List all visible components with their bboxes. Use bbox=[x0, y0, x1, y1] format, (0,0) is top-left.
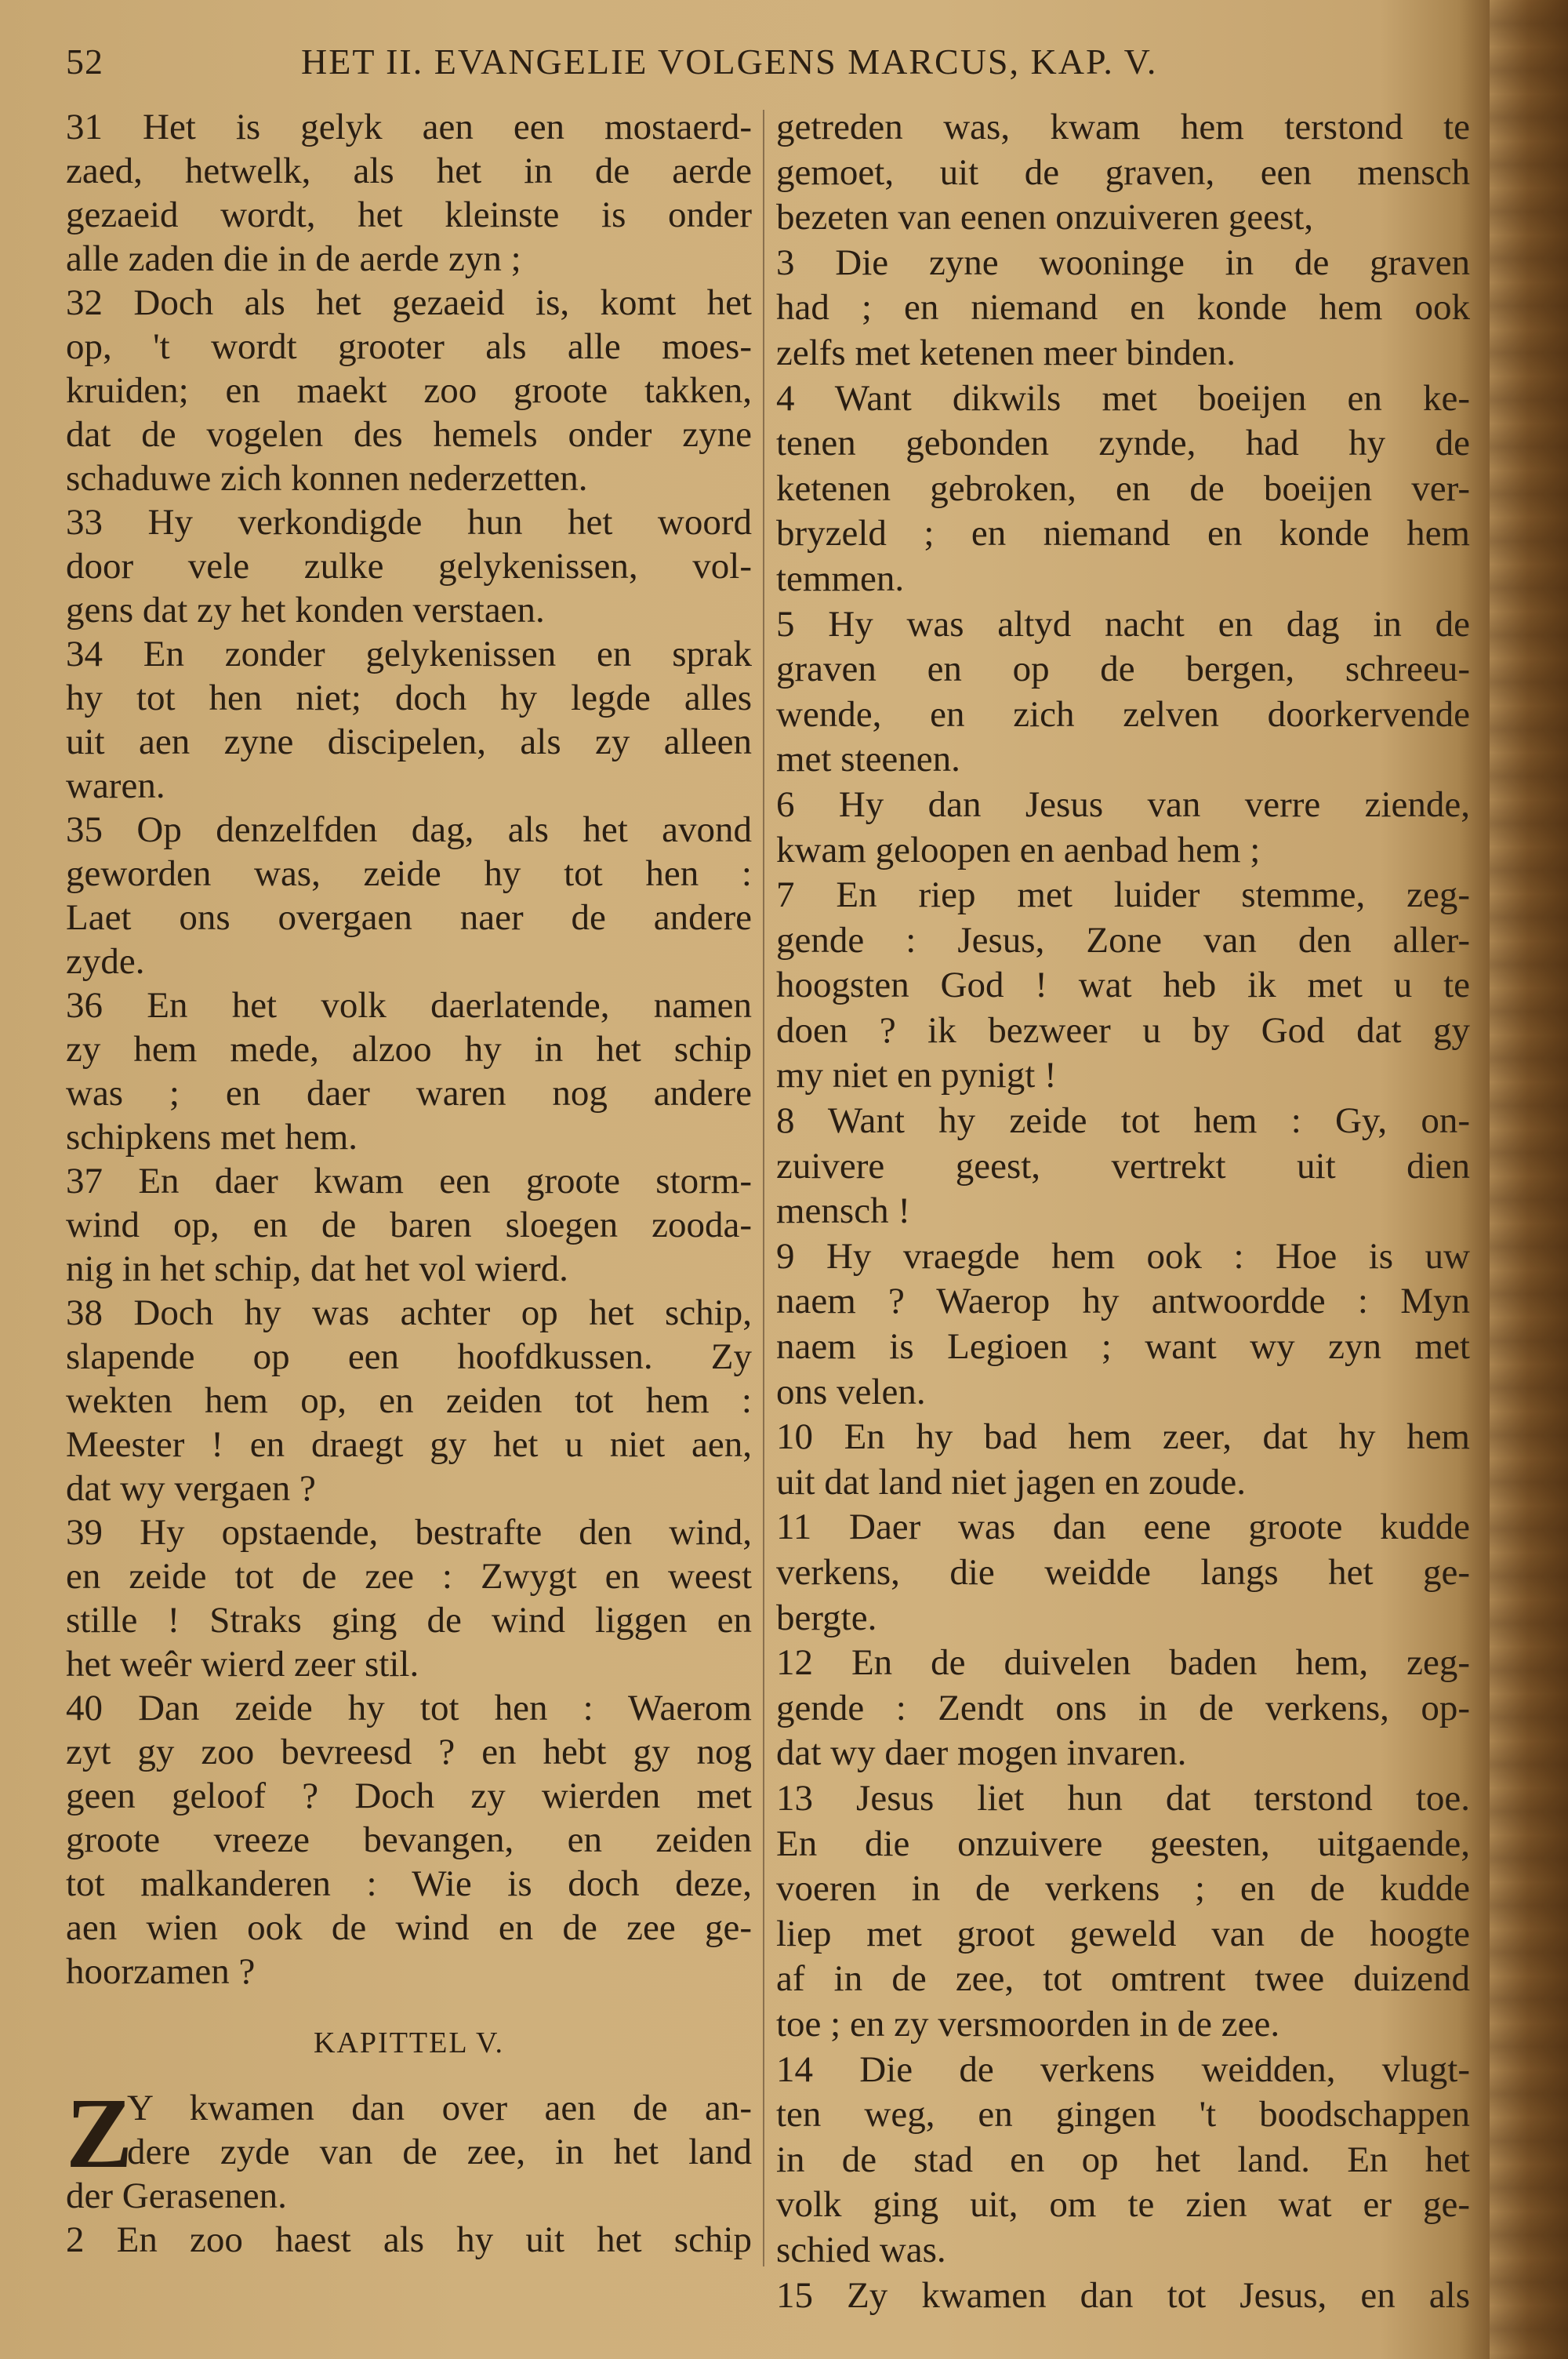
verse-paragraph bbox=[66, 1686, 752, 1994]
text-line: zuivere geest, vertrekt uit dien bbox=[776, 1145, 1470, 1187]
text-line: bryzeld ; en niemand en konde hem bbox=[776, 513, 1470, 554]
text-line: hoorzamen ? bbox=[66, 1951, 256, 1992]
text-line: had ; en niemand en konde hem ook bbox=[776, 287, 1470, 329]
text-line: wende, en zich zelven doorkervende bbox=[776, 693, 1470, 735]
text-line: 2 En zoo haest als hy uit het schip bbox=[66, 2219, 752, 2260]
text-line: wekten hem op, en zeiden tot hem : bbox=[66, 1380, 752, 1421]
text-line: schaduwe zich konnen nederzetten. bbox=[66, 458, 588, 499]
text-line: stille ! Straks ging de wind liggen en bbox=[66, 1600, 752, 1641]
text-line: bezeten van eenen onzuiveren geest, bbox=[776, 197, 1314, 238]
verse-paragraph bbox=[66, 983, 752, 1159]
text-line: toe ; en zy versmoorden in de zee. bbox=[776, 2003, 1280, 2045]
verse-paragraph bbox=[776, 1505, 1470, 1641]
text-line: waren. bbox=[66, 765, 165, 806]
text-line: doen ? ik bezweer u by God dat gy bbox=[776, 1009, 1470, 1051]
text-line: en zeide tot de zee : Zwygt en weest bbox=[66, 1556, 752, 1597]
text-line: groote vreeze bevangen, en zeiden bbox=[66, 1819, 752, 1860]
text-line: 4 Want dikwils met boeijen en ke- bbox=[776, 377, 1470, 419]
text-line: zy hem mede, alzoo hy in het schip bbox=[66, 1029, 752, 1070]
text-line: En die onzuivere geesten, uitgaende, bbox=[776, 1823, 1470, 1864]
verse-paragraph bbox=[776, 873, 1470, 1099]
text-line: my niet en pynigt ! bbox=[776, 1055, 1057, 1096]
text-line: zyt gy zoo bevreesd ? en hebt gy nog bbox=[66, 1732, 752, 1772]
text-line: 39 Hy opstaende, bestrafte den wind, bbox=[66, 1512, 752, 1553]
text-line: slapende op een hoofdkussen. Zy bbox=[66, 1336, 752, 1377]
text-line: volk ging uit, om te zien wat er ge- bbox=[776, 2184, 1470, 2226]
text-line: gende : Zendt ons in de verkens, op- bbox=[776, 1687, 1470, 1728]
text-line: in de stad en op het land. En het bbox=[776, 2139, 1470, 2180]
text-line: schied was. bbox=[776, 2229, 946, 2270]
text-line: mensch ! bbox=[776, 1190, 910, 1232]
text-line: tenen gebonden zynde, had hy de bbox=[776, 423, 1470, 464]
verse-paragraph bbox=[776, 783, 1470, 873]
text-line: alle zaden die in de aerde zyn ; bbox=[66, 238, 521, 279]
verse-paragraph bbox=[66, 281, 752, 500]
verse-paragraph bbox=[776, 1234, 1470, 1415]
verse-paragraph bbox=[776, 1099, 1470, 1234]
text-line: geworden was, zeide hy tot hen : bbox=[66, 853, 752, 894]
verse-paragraph bbox=[66, 1159, 752, 1291]
text-line: 40 Dan zeide hy tot hen : Waerom bbox=[66, 1688, 752, 1728]
text-line: op, 't wordt grooter als alle moes- bbox=[66, 326, 752, 367]
text-line: dat wy vergaen ? bbox=[66, 1468, 316, 1509]
text-line: Laet ons overgaen naer de andere bbox=[66, 897, 752, 938]
text-line: hoogsten God ! wat heb ik met u te bbox=[776, 965, 1470, 1006]
verse-paragraph bbox=[66, 105, 752, 281]
verse-paragraph bbox=[776, 105, 1470, 241]
text-line: ten weg, en gingen 't boodschappen bbox=[776, 2094, 1470, 2135]
text-line: aen wien ook de wind en de zee ge- bbox=[66, 1907, 752, 1948]
text-line: naem is Legioen ; want wy zyn met bbox=[776, 1326, 1470, 1368]
text-line: 8 Want hy zeide tot hem : Gy, on- bbox=[776, 1100, 1470, 1142]
text-line: zaed, hetwelk, als het in de aerde bbox=[66, 151, 752, 191]
text-line: 37 En daer kwam een groote storm- bbox=[66, 1161, 752, 1201]
text-line: het weêr wierd zeer stil. bbox=[66, 1644, 419, 1685]
running-header bbox=[66, 41, 1469, 91]
text-line: voeren in de verkens ; en de kudde bbox=[776, 1868, 1470, 1910]
text-line: 31 Het is gelyk aen een mostaerd- bbox=[66, 107, 752, 147]
verse-paragraph bbox=[776, 376, 1470, 602]
text-line: kwam geloopen en aenbad hem ; bbox=[776, 829, 1261, 871]
text-line: Y kwamen dan over aen de an- bbox=[127, 2088, 752, 2128]
text-line: 12 En de duivelen baden hem, zeg- bbox=[776, 1642, 1470, 1684]
text-line: 11 Daer was dan eene groote kudde bbox=[776, 1507, 1470, 1548]
text-line: 36 En het volk daerlatende, namen bbox=[66, 985, 752, 1026]
verse-paragraph bbox=[776, 1641, 1470, 1776]
chapter-opening bbox=[66, 2077, 752, 2262]
text-line: 13 Jesus liet hun dat terstond toe. bbox=[776, 1777, 1470, 1819]
page-edge bbox=[1490, 0, 1568, 2359]
verse-paragraph bbox=[66, 808, 752, 983]
verse-paragraph bbox=[776, 2274, 1470, 2319]
text-line: zelfs met ketenen meer binden. bbox=[776, 332, 1236, 373]
verse-paragraph bbox=[66, 1291, 752, 1510]
text-line: ons velen. bbox=[776, 1371, 926, 1412]
text-line: zyde. bbox=[66, 941, 145, 982]
text-line: uit dat land niet jagen en zoude. bbox=[776, 1461, 1247, 1503]
text-line: 15 Zy kwamen dan tot Jesus, en als bbox=[776, 2274, 1470, 2316]
text-line: af in de zee, tot omtrent twee duizend bbox=[776, 1958, 1470, 2000]
text-line: tot malkanderen : Wie is doch deze, bbox=[66, 1863, 752, 1904]
verse-paragraph bbox=[776, 602, 1470, 783]
verse-paragraph bbox=[776, 241, 1470, 376]
column-divider bbox=[763, 110, 764, 2266]
text-line: 3 Die zyne wooninge in de graven bbox=[776, 242, 1470, 283]
text-line: nig in het schip, dat het vol wierd. bbox=[66, 1249, 568, 1289]
page-number: 52 bbox=[66, 42, 103, 82]
text-line: graven en op de bergen, schreeu- bbox=[776, 649, 1470, 690]
text-line: dat wy daer mogen invaren. bbox=[776, 1732, 1187, 1774]
text-line: met steenen. bbox=[776, 739, 960, 780]
running-title: HET II. EVANGELIE VOLGENS MARCUS, KAP. V. bbox=[301, 42, 1158, 82]
text-line: uit aen zyne discipelen, als zy alleen bbox=[66, 722, 752, 762]
text-line: verkens, die weidde langs het ge- bbox=[776, 1552, 1470, 1593]
text-line: 5 Hy was altyd nacht en dag in de bbox=[776, 603, 1470, 645]
text-line: bergte. bbox=[776, 1597, 877, 1638]
text-line: Meester ! en draegt gy het u niet aen, bbox=[66, 1424, 752, 1465]
text-line: naem ? Waerop hy antwoordde : Myn bbox=[776, 1281, 1470, 1322]
text-line: temmen. bbox=[776, 558, 905, 599]
text-line: gens dat zy het konden verstaen. bbox=[66, 590, 545, 631]
text-line: was ; en daer waren nog andere bbox=[66, 1073, 752, 1114]
verse-paragraph bbox=[66, 500, 752, 632]
text-line: gemoet, uit de graven, een mensch bbox=[776, 151, 1470, 193]
text-line: 33 Hy verkondigde hun het woord bbox=[66, 502, 752, 543]
text-line: liep met groot geweld van de hoogte bbox=[776, 1913, 1470, 1954]
verse-paragraph bbox=[66, 1510, 752, 1686]
text-line: hy tot hen niet; doch hy legde alles bbox=[66, 678, 752, 718]
text-line: wind op, en de baren sloegen zooda- bbox=[66, 1205, 752, 1245]
text-line: 38 Doch hy was achter op het schip, bbox=[66, 1292, 752, 1333]
text-line: 14 Die de verkens weidden, vlugt- bbox=[776, 2048, 1470, 2090]
verse-paragraph bbox=[66, 632, 752, 808]
text-line: 6 Hy dan Jesus van verre ziende, bbox=[776, 783, 1470, 825]
text-line: gezaeid wordt, het kleinste is onder bbox=[66, 194, 752, 235]
text-line: kruiden; en maekt zoo groote takken, bbox=[66, 370, 752, 411]
text-line: geen geloof ? Doch zy wierden met bbox=[66, 1776, 752, 1816]
chapter-heading: KAPITTEL V. bbox=[314, 2026, 504, 2059]
text-line: getreden was, kwam hem terstond te bbox=[776, 107, 1470, 147]
text-line: dat de vogelen des hemels onder zyne bbox=[66, 414, 752, 455]
text-line: 9 Hy vraegde hem ook : Hoe is uw bbox=[776, 1235, 1470, 1277]
left-column bbox=[66, 105, 752, 2262]
text-line: 7 En riep met luider stemme, zeg- bbox=[776, 874, 1470, 916]
text-line: 32 Doch als het gezaeid is, komt het bbox=[66, 282, 752, 323]
right-column bbox=[776, 105, 1470, 2318]
text-line: der Gerasenen. bbox=[66, 2175, 287, 2216]
text-line: 35 Op denzelfden dag, als het avond bbox=[66, 809, 752, 850]
verse-paragraph bbox=[776, 2048, 1470, 2274]
text-line: door vele zulke gelykenissen, vol- bbox=[66, 546, 752, 587]
text-line: schipkens met hem. bbox=[66, 1117, 358, 1158]
text-line: ketenen gebroken, en de boeijen ver- bbox=[776, 467, 1470, 509]
text-line: 10 En hy bad hem zeer, dat hy hem bbox=[776, 1416, 1470, 1458]
verse-paragraph bbox=[776, 1415, 1470, 1505]
text-line: 34 En zonder gelykenissen en sprak bbox=[66, 634, 752, 674]
verse-paragraph bbox=[776, 1776, 1470, 2048]
text-line: dere zyde van de zee, in het land bbox=[127, 2132, 752, 2172]
text-line: gende : Jesus, Zone van den aller- bbox=[776, 919, 1470, 961]
drop-cap: Z bbox=[66, 2077, 133, 2189]
